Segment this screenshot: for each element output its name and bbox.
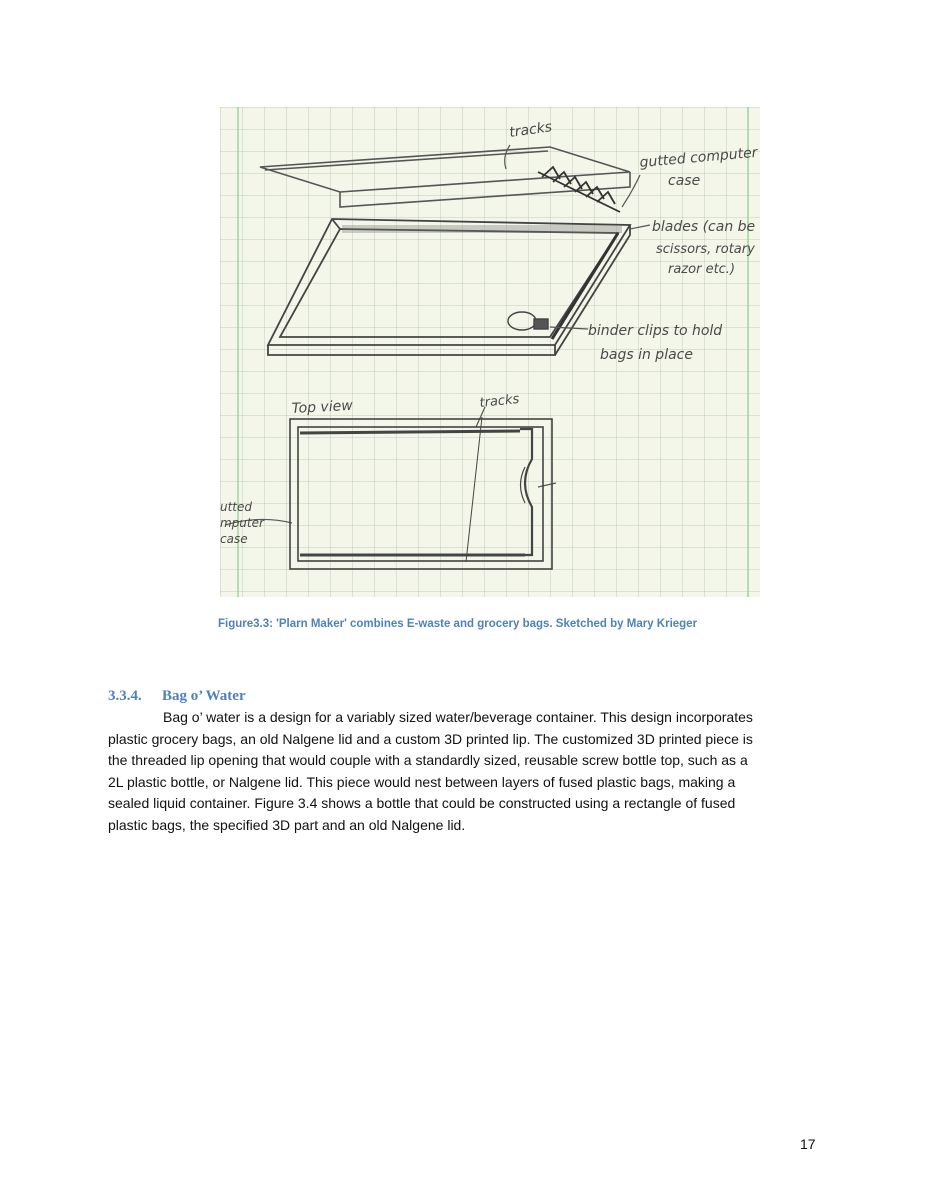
label-gutted-left-3: case [220,532,248,546]
paragraph-line: the threaded lip opening that would couple with a standardly sized, reusable screw bottle top, such as a [108,752,748,769]
sketch-top-view [290,417,552,569]
paragraph-line: plastic bags, the specified 3D part and an old Nalgene lid. [108,816,466,833]
label-top-view: Top view [291,397,354,417]
paragraph-line: plastic grocery bags, an old Nalgene lid and a custom 3D printed lip. The customized 3D printed piece is [108,730,753,747]
label-blades-2: scissors, rotary [656,242,755,257]
sketch-base [268,219,630,355]
page-number: 17 [800,1136,816,1152]
paragraph-line: sealed liquid container. Figure 3.4 shows a bottle that could be constructed using a rectangle of fused [108,795,736,812]
figure-caption: Figure3.3: 'Plarn Maker' combines E-waste and grocery bags. Sketched by Mary Krieger [218,618,698,630]
label-gutted-case-2: case [668,173,701,189]
label-gutted-case-1: gutted computer [638,144,759,171]
label-binder-1: binder clips to hold [588,323,723,339]
figure-sketch-image [220,107,760,597]
label-blades-1: blades (can be [652,219,756,235]
paragraph-line: 2L plastic bottle, or Nalgene lid. This piece would nest between layers of fused plastic bags, making a [108,773,736,790]
sketch-binder-clip [508,312,548,330]
section-title: Bag o’ Water [162,688,246,704]
section-paragraph [108,707,818,837]
section-heading [108,688,246,705]
label-gutted-left-2: mputer [220,516,264,530]
label-gutted-left-1: utted [220,500,253,514]
section-number: 3.3.4. [108,688,142,704]
label-tracks-bottom: tracks [478,391,521,411]
paragraph-line: Bag o’ water is a design for a variably sized water/beverage container. This design incorporates [163,709,753,725]
label-tracks-top: tracks [508,119,554,141]
label-binder-2: bags in place [600,347,693,363]
label-blades-3: razor etc.) [668,262,736,277]
